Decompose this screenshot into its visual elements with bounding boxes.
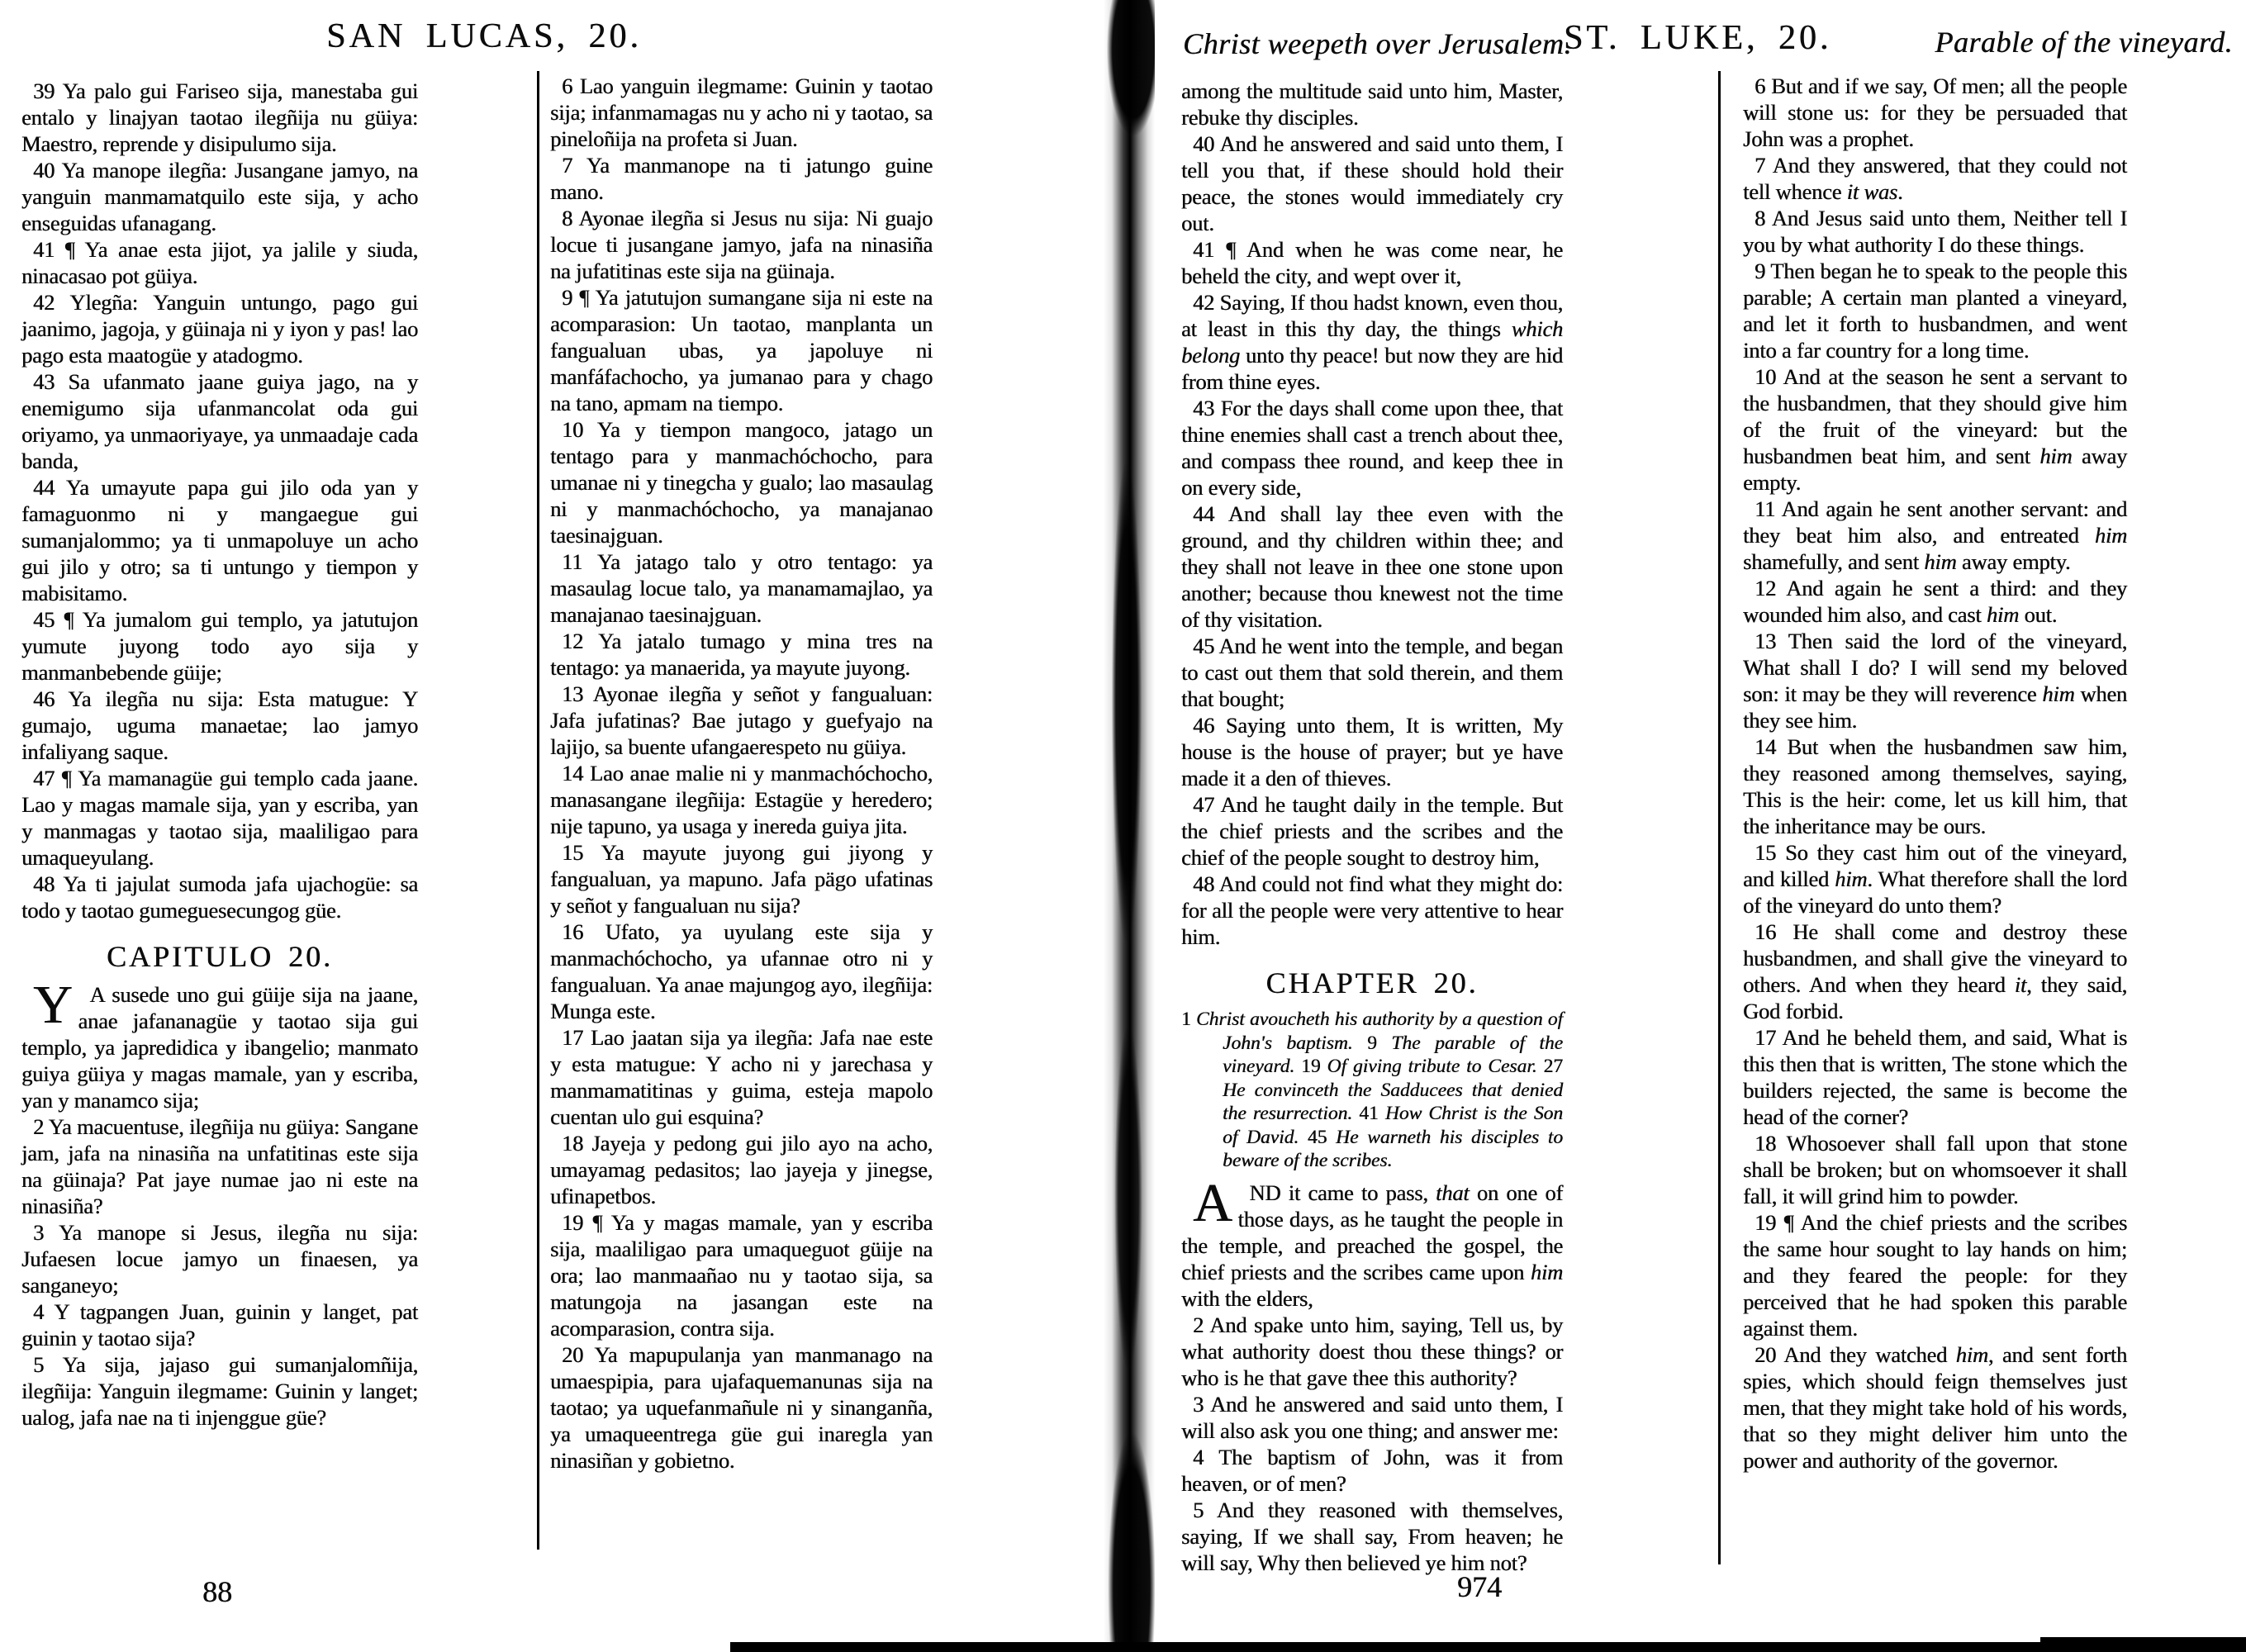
verse: 42 Saying, If thou hadst known, even thou, at least in this thy day, the things which belong unto thy peace! but now they are hid from thine eyes.: [1181, 290, 1563, 394]
page-number: 974: [1457, 1570, 1502, 1603]
verse-number: 4: [33, 1299, 45, 1324]
column-rule: [1718, 71, 1721, 1564]
verse: 2 Ya macuentuse, ilegñija nu güiya: Sangane jam, jafa na ninasiña na unfatitinas este sija na güinaja? Pat jaye numae jao ni este na ninasiña?: [21, 1114, 418, 1218]
verse: 9 ¶ Ya jatutujon sumangane sija ni este na acomparasion: Un taotao, manplanta un fangualuan ubas, ya japoluye ni manfáfachocho, ya jumanao para y chago na tano, apmam na tiempo.: [550, 285, 933, 415]
verse: 39 Ya palo gui Fariseo sija, manestaba gui entalo y linajyan taotao ilegñija nu güiya: Maestro, reprende y disipulumo sija.: [21, 78, 418, 156]
verse: 20 And they watched him, and sent forth spies, which should feign themselves just men, that they might take hold of his words, that so they might deliver him unto the power and authority of the governor.: [1743, 1342, 2128, 1473]
verse-number: 39: [33, 78, 55, 103]
verse-number: 3: [1193, 1391, 1204, 1417]
verse-number: 17: [562, 1025, 584, 1050]
verse: 45 And he went into the temple, and began to cast out them that sold therein, and them that bought;: [1181, 634, 1563, 711]
verse: 6 But and if we say, Of men; all the people will stone us: for they be persuaded that John was a prophet.: [1743, 74, 2127, 151]
verse: 48 Ya ti jajulat sumoda jafa ujachogüe: sa todo y taotao gumeguesecungog güe.: [21, 871, 418, 923]
drop-cap-letter: Y: [33, 975, 73, 1035]
verse: 15 So they cast him out of the vineyard, and killed him. What therefore shall the lord of the vineyard do unto them?: [1743, 840, 2127, 918]
verse-number: 17: [1755, 1025, 1777, 1050]
verse-number: 20: [1755, 1342, 1777, 1367]
right-page-title: ST. LUKE, 20.: [1564, 19, 1832, 57]
verse-number: 15: [1755, 840, 1777, 865]
verse: 8 And Jesus said unto them, Neither tell I you by what authority I do these things.: [1743, 206, 2128, 257]
verse-number: 5: [33, 1352, 45, 1377]
verse-number: 5: [1193, 1497, 1204, 1522]
verse: 41 ¶ Ya anae esta jijot, ya jalile y siuda, ninacasao pot güiya.: [21, 237, 418, 288]
verse: 47 And he taught daily in the temple. But the chief priests and the scribes and the chief of the people sought to destroy him,: [1181, 792, 1563, 870]
verse: 43 Sa ufanmato jaane guiya jago, na y enemigumo sija ufanmancolat oda gui oriyamo, ya unmaoriyaye, ya unmaadaje cada banda,: [21, 369, 418, 473]
pilcrow-mark: ¶: [579, 285, 590, 310]
verse: 10 Ya y tiempon mangoco, jatago un tentago para y manmachóchocho, para umanae ni y tinegcha y gualo; lao masaulag ni y manmachóchocho, ya manajanao taesinajguan.: [550, 417, 933, 548]
verse: 44 Ya umayute papa gui jilo oda yan y famaguonmo ni y mangaegue gui sumanjalommo; ya ti unmapoluye un acho gui jilo y otro; sa ti untungo y tiempon y mabisitamo.: [21, 475, 418, 605]
verse: 18 Whosoever shall fall upon that stone shall be broken; but on whomsoever it shall fall, it will grind him to powder.: [1743, 1131, 2128, 1208]
verse-number: 9: [1755, 259, 1766, 283]
verse-number: 47: [33, 766, 55, 790]
verse-number: 12: [1755, 576, 1777, 601]
verse-number: 10: [562, 417, 584, 442]
verse: 46 Saying unto them, It is written, My house is the house of prayer; but ye have made it a den of thieves.: [1181, 713, 1563, 790]
verse-number: 8: [1755, 206, 1766, 230]
verse: 7 Ya manmanope na ti jatungo guine mano.: [550, 153, 933, 204]
verse: 19 ¶ Ya y magas mamale, yan y escriba sija, maaliligao para umaqueguot güije na ora; lao manmaañao nu y taotao sija, sa matungoja na jasangan este na acomparasion, contra sija.: [550, 1210, 933, 1341]
verse-number: 6: [1755, 74, 1766, 98]
verse: AND it came to pass, that on one of those days, as he taught the people in the temple, and preached the gospel, the chief priests and the scribes came upon him with the elders,: [1181, 1172, 1563, 1311]
page-number: 88: [202, 1575, 232, 1608]
verse: 5 And they reasoned with themselves, saying, If we shall say, From heaven; he will say, Why then believed ye him not?: [1181, 1497, 1564, 1575]
pilcrow-mark: ¶: [592, 1210, 603, 1235]
verse-number: 40: [1193, 131, 1215, 156]
scan-edge-artifact: [2040, 1637, 2246, 1652]
verse: 2 And spake unto him, saying, Tell us, by what authority doest thou these things? or who is he that gave thee this authority?: [1181, 1312, 1563, 1390]
verse-number: 14: [1755, 734, 1777, 759]
verse-number: 4: [1193, 1444, 1204, 1469]
verse-number: 43: [33, 369, 55, 394]
page-gutter-shadow: [1104, 0, 1155, 1652]
verse-number: 18: [562, 1131, 584, 1156]
verse: 46 Ya ilegña nu sija: Esta matugue: Y gumajo, uguma manaetae; lao jamyo infaliyang saque.: [21, 686, 418, 764]
verse: 41 ¶ And when he was come near, he beheld the city, and wept over it,: [1181, 237, 1563, 288]
verse-number: 47: [1193, 792, 1215, 817]
verse: 12 And again he sent a third: and they wounded him also, and cast him out.: [1743, 576, 2127, 627]
verse: 8 Ayonae ilegña si Jesus nu sija: Ni guajo locue ti jusangane jamyo, jafa na ninasiña na jufatitinas este sija na güinaja.: [550, 206, 933, 283]
left-page-title: SAN LUCAS, 20.: [326, 17, 642, 55]
pilcrow-mark: ¶: [1226, 237, 1237, 262]
verse-number: 10: [1755, 364, 1777, 389]
verse-number: 6: [562, 74, 573, 98]
verse-number: 48: [1193, 871, 1215, 896]
verse-number: 45: [1193, 634, 1215, 658]
verse: 13 Ayonae ilegña y señot y fangualuan: Jafa jufatinas? Bae jutago y guefyajo na lajijo, sa buente ufangaerespeto nu güiya.: [550, 681, 933, 759]
verse: 12 Ya jatalo tumago y mina tres na tentago: ya manaerida, ya mayute juyong.: [550, 629, 933, 680]
pilcrow-mark: ¶: [61, 766, 72, 790]
column-rule: [537, 71, 539, 1550]
verse-number: 20: [562, 1342, 584, 1367]
verse-number: 42: [1193, 290, 1215, 315]
verse-number: 42: [33, 290, 55, 315]
verse-number: 18: [1755, 1131, 1777, 1156]
verse: 14 But when the husbandmen saw him, they reasoned among themselves, saying, This is the heir: come, let us kill him, that the inheritance may be ours.: [1743, 734, 2127, 838]
verse-number: 11: [1755, 496, 1776, 521]
running-head-right: Parable of the vineyard.: [1935, 26, 2233, 59]
chapter-heading: CHAPTER 20.: [1265, 966, 1479, 999]
chapter-heading: CAPITULO 20.: [107, 940, 333, 973]
verse-number: 45: [33, 607, 55, 632]
verse-number: 43: [1193, 396, 1215, 420]
verse-number: 19: [1755, 1210, 1777, 1235]
verse: 42 Ylegña: Yanguin untungo, pago gui jaanimo, jagoja, y güinaja ni y iyon y pas! lao pago esta maatogüe y atadogmo.: [21, 290, 418, 368]
verse: 3 Ya manope si Jesus, ilegña nu sija: Jufaesen locue jamyo un finaesen, ya sanganeyo;: [21, 1220, 419, 1298]
verse-number: 13: [1755, 629, 1777, 653]
right-column-2: [1743, 73, 2127, 1474]
verse: among the multitude said unto him, Master, rebuke thy disciples.: [1181, 78, 1563, 130]
verse: 3 And he answered and said unto them, I will also ask you one thing; and answer me:: [1181, 1391, 1563, 1443]
verse: 17 Lao jaatan sija ya ilegña: Jafa nae este y esta matugue: Y acho ni y jarechasa y manmamatitinas y guima, esteja mapolo cuentan ulo gui esquina?: [550, 1025, 933, 1129]
verse: 48 And could not find what they might do: for all the people were very attentive to hear him.: [1181, 871, 1563, 949]
verse: 45 ¶ Ya jumalom gui templo, ya jatutujon yumute juyong todo ayo sija y manmanbebende güije;: [21, 607, 418, 685]
verse-number: 13: [562, 681, 584, 706]
verse: 40 And he answered and said unto them, I tell you that, if these should hold their peace, the stones would immediately cry out.: [1181, 131, 1563, 235]
drop-cap-letter: A: [1193, 1172, 1232, 1233]
verse: 9 Then began he to speak to the people this parable; A certain man planted a vineyard, and let it forth to husbandmen, and went into a far country for a long time.: [1743, 259, 2127, 363]
verse: 18 Jayeja y pedong gui jilo ayo na acho, umayamag pedasitos; lao jayeja y jinegse, ufinapetbos.: [550, 1131, 933, 1208]
verse: 4 Y tagpangen Juan, guinin y langet, pat guinin y taotao sija?: [21, 1299, 418, 1351]
verse: 6 Lao yanguin ilegmame: Guinin y taotao sija; infanmamagas nu y acho ni y taotao, sa pineloñija na profeta si Juan.: [550, 74, 933, 151]
verse-number: 7: [1755, 153, 1766, 178]
left-column-2: [550, 73, 933, 1474]
verse: 7 And they answered, that they could not tell whence it was.: [1743, 153, 2128, 204]
verse-number: 46: [1193, 713, 1215, 738]
verse-number: 19: [562, 1210, 584, 1235]
verse: 44 And shall lay thee even with the ground, and thy children within thee; and they shall not leave in thee one stone upon another; because thou knewest not the time of thy visitation.: [1181, 501, 1564, 632]
verse-number: 14: [562, 761, 584, 786]
verse: 11 Ya jatago talo y otro tentago: ya masaulag locue talo, ya manamamajlao, ya manajanao taesinajguan.: [550, 549, 933, 627]
verse: 14 Lao anae malie ni y manmachóchocho, manasangane ilegñija: Estagüe y heredero; nije tapuno, ya usaga y inereda guiya jita.: [550, 761, 933, 838]
verse-number: 46: [33, 686, 55, 711]
verse-number: 44: [1193, 501, 1215, 526]
running-head-left: Christ weepeth over Jerusalem.: [1183, 27, 1572, 60]
pilcrow-mark: ¶: [1783, 1210, 1794, 1235]
verse-number: 16: [1755, 919, 1777, 944]
verse-number: 2: [1193, 1312, 1204, 1337]
verse-number: 41: [1193, 237, 1215, 262]
verse: 15 Ya mayute juyong gui jiyong y fangualuan, ya mapuno. Jafa pägo ufatinas y señot y fangualuan nu sija?: [550, 840, 933, 918]
verse-number: 15: [562, 840, 584, 865]
verse-number: 48: [33, 871, 55, 896]
verse-number: 12: [562, 629, 584, 653]
verse-number: 44: [33, 475, 55, 500]
verse: 19 ¶ And the chief priests and the scribes the same hour sought to lay hands on him; and they feared the people: for they perceived that he had spoken this parable against them.: [1743, 1210, 2127, 1341]
pilcrow-mark: ¶: [64, 237, 75, 262]
verse-number: 16: [562, 919, 584, 944]
verse-number: 11: [562, 549, 583, 574]
verse: 11 And again he sent another servant: and they beat him also, and entreated him shamefully, and sent him away empty.: [1743, 496, 2127, 574]
left-column-1: [21, 78, 418, 1431]
verse-number: 40: [33, 158, 55, 183]
verse-number: 8: [562, 206, 573, 230]
verse: 13 Then said the lord of the vineyard, What shall I do? I will send my beloved son: it may be they will reverence him when they see him.: [1743, 629, 2127, 733]
pilcrow-mark: ¶: [64, 607, 74, 632]
right-column-1: [1181, 78, 1563, 1576]
verse-number: 3: [33, 1220, 45, 1245]
verse: 4 The baptism of John, was it from heaven, or of men?: [1181, 1444, 1563, 1496]
verse: 20 Ya mapupulanja yan manmanago na umaespipia, para ujafaquemanunas sija na taotao; ya uquefanmañule ni y sinanganña, ya umaqueentrega güe gui inaregla yan ninasiñan y gobietno.: [550, 1342, 933, 1473]
verse: 40 Ya manope ilegña: Jusangane jamyo, na yanguin manmamatquilo este sija, y acho enseguidas ufanagang.: [21, 158, 418, 235]
verse-number: 7: [562, 153, 573, 178]
verse: Y A susede uno gui güije sija na jaane, anae jafananagüe y taotao sija gui templo, ya japredidica y ibangelio; manmato guiya güiya y magas mamale, yan y escriba, yan y manamco sija;: [21, 975, 418, 1113]
verse-number: 2: [33, 1114, 45, 1139]
verse: 5 Ya sija, jajaso gui sumanjalomñija, ilegñija: Yanguin ilegmame: Guinin y langet; ualog, jafa nae na ti injenggue güe?: [21, 1352, 418, 1430]
chapter-summary: 1 Christ avoucheth his authority by a question of John's baptism. 9 The parable of the vineyard. 19 Of giving tribute to Cesar. 27 He convinceth the Sadducees that denied the resurrection. 41 How Christ is the Son of David. 45 He warneth his disciples to beware of the scribes.: [1181, 1009, 1563, 1171]
verse: 17 And he beheld them, and said, What is this then that is written, The stone which the builders rejected, the same is become the head of the corner?: [1743, 1025, 2127, 1129]
verse: 10 And at the season he sent a servant to the husbandmen, that they should give him of the fruit of the vineyard: but the husbandmen beat him, and sent him away empty.: [1743, 364, 2127, 495]
verse: 47 ¶ Ya mamanagüe gui templo cada jaane. Lao y magas mamale sija, yan y escriba, yan y manmagas y taotao sija, maaliligao para umaqueyulang.: [21, 766, 418, 870]
verse: 43 For the days shall come upon thee, that thine enemies shall cast a trench about thee, and compass thee round, and keep thee in on every side,: [1181, 396, 1563, 500]
verse: 16 He shall come and destroy these husbandmen, and shall give the vineyard to others. And when they heard it, they said, God forbid.: [1743, 919, 2127, 1023]
verse: 16 Ufato, ya uyulang este sija y manmachóchocho, ya ufannae otro ni y fangualuan. Ya anae majungog ayo, ilegñija: Munga este.: [550, 919, 933, 1023]
verse-number: 9: [562, 285, 573, 310]
scan-edge-artifact: [730, 1642, 2246, 1652]
verse-number: 41: [33, 237, 55, 262]
